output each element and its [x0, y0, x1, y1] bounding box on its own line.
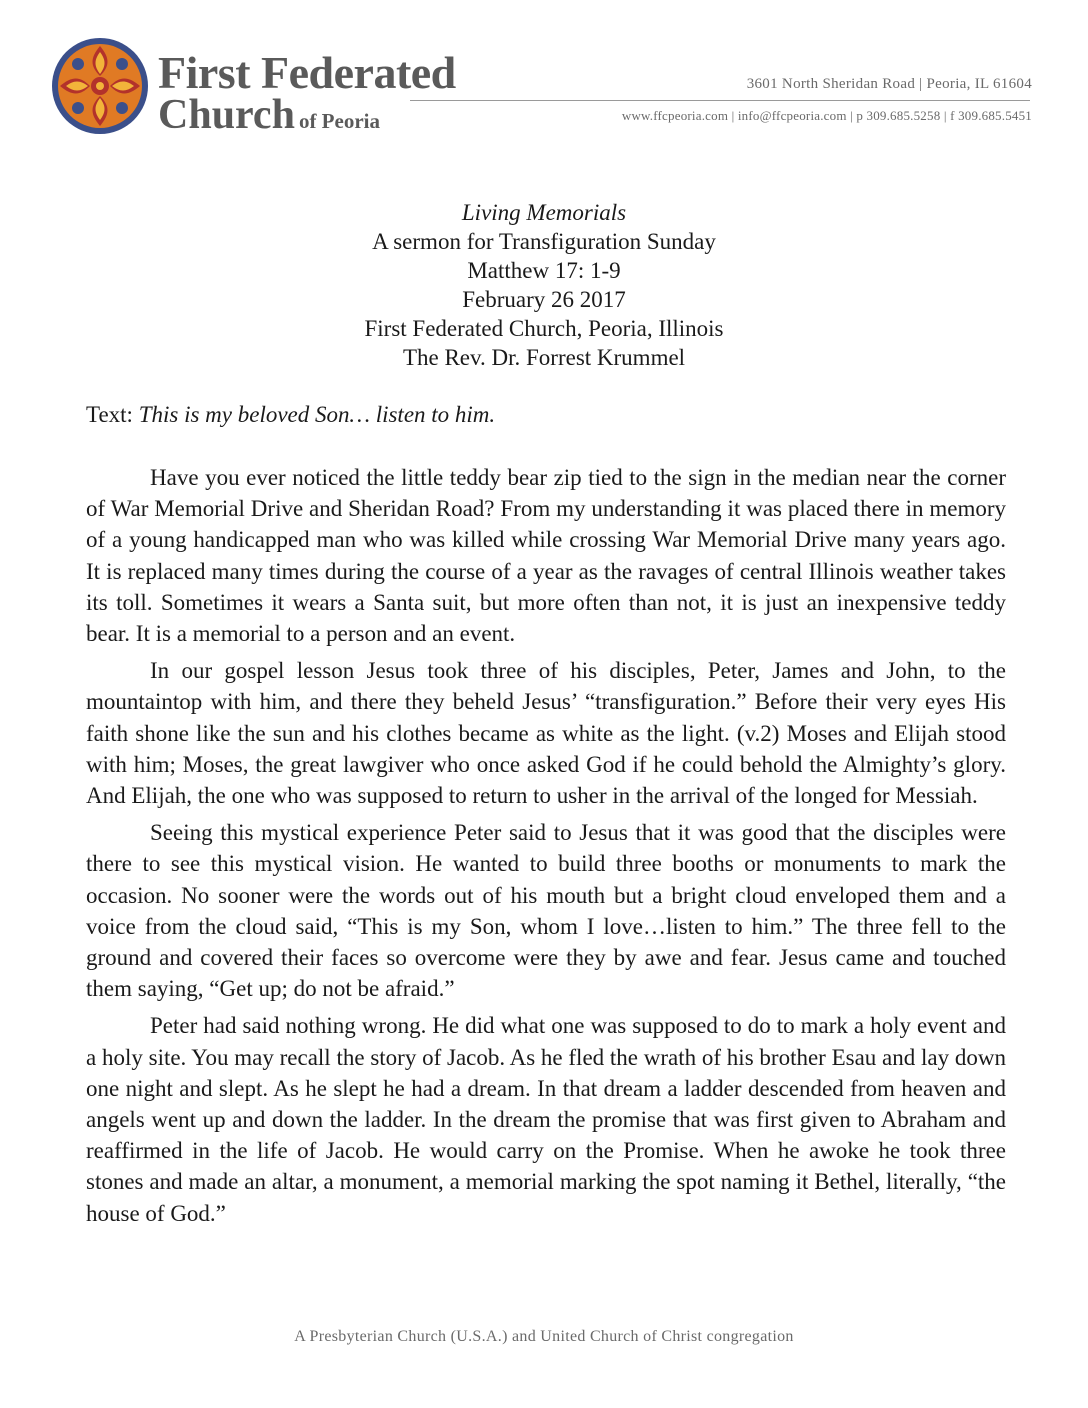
org-name-church: Church: [158, 92, 295, 138]
scripture-text-line: [86, 402, 495, 428]
sermon-preacher: The Rev. Dr. Forrest Krummel: [402, 345, 686, 370]
church-contact-info: www.ffcpeoria.com | info@ffcpeoria.com | p 309.685.5258 | f 309.685.5451: [621, 108, 1032, 123]
body-paragraph: In our gospel lesson Jesus took three of his disciples, Peter, James and John, to the mountaintop with him, and there they beheld Jesus’ “transfiguration.” Before their very eyes His faith shone like the sun and his clothes became as white as the light. (v.2) Moses and Elijah stood with him; Moses, the great lawgiver who once asked God if he could behold the Almighty’s glory. And Elijah, the one who was supposed to return to usher in the arrival of the longed for Messiah.: [86, 658, 1006, 809]
stained-glass-cross-logo: [50, 36, 150, 136]
letterhead-divider: [410, 100, 1030, 101]
body-paragraph: Have you ever noticed the little teddy bear zip tied to the sign in the median near the corner of War Memorial Drive and Sheridan Road? From my understanding it was placed there in memory of a young handicapped man who was killed while crossing War Memorial Drive many years ago. It is replaced many times during the course of a year as the ravages of central Illinois weather takes its toll. Sometimes it wears a Santa suit, but more often than not, it is just an inexpensive teddy bear. It is a memorial to a person and an event.: [86, 465, 1006, 647]
church-address: 3601 North Sheridan Road | Peoria, IL 61604: [746, 76, 1032, 92]
sermon-title: Living Memorials: [461, 200, 627, 225]
letterhead: [50, 36, 1040, 146]
text-label: Text:: [86, 402, 139, 427]
text-quote: This is my beloved Son… listen to him.: [138, 402, 496, 427]
sermon-header: [0, 198, 1088, 372]
body-paragraph: Peter had said nothing wrong. He did what one was supposed to do to mark a holy event and a holy site. You may recall the story of Jacob. As he fled the wrath of his brother Esau and lay down one night and slept. As he slept he had a dream. In that dream a ladder descended from heaven and angels went up and down the ladder. In the dream the promise that was first given to Abraham and reaffirmed in the life of Jacob. He would carry on the Promise. When he awoke he took three stones and made an altar, a monument, a memorial marking the spot naming it Bethel, literally, “the house of God.”: [86, 1013, 1006, 1226]
org-name-of-peoria: of Peoria: [298, 109, 380, 133]
sermon-date: February 26 2017: [462, 287, 626, 312]
sermon-location: First Federated Church, Peoria, Illinois: [364, 316, 724, 341]
body-paragraph: Seeing this mystical experience Peter said to Jesus that it was good that the disciples were there to see this mystical vision. He wanted to build three booths or monuments to mark the occasion. No sooner were the words out of his mouth but a bright cloud enveloped them and a voice from the cloud said, “This is my Son, whom I love…listen to him.” The three fell to the ground and covered their faces so overcome were they by awe and fear. Jesus came and touched them saying, “Get up; do not be afraid.”: [86, 820, 1006, 1002]
sermon-body: [86, 462, 1006, 1235]
org-name-line1: First Federated: [158, 47, 456, 98]
sermon-subtitle: A sermon for Transfiguration Sunday: [372, 229, 716, 254]
org-name-line2: [158, 94, 380, 136]
sermon-scripture: Matthew 17: 1-9: [467, 258, 621, 283]
page-footer: A Presbyterian Church (U.S.A.) and United Church of Christ congregation: [294, 1328, 794, 1345]
